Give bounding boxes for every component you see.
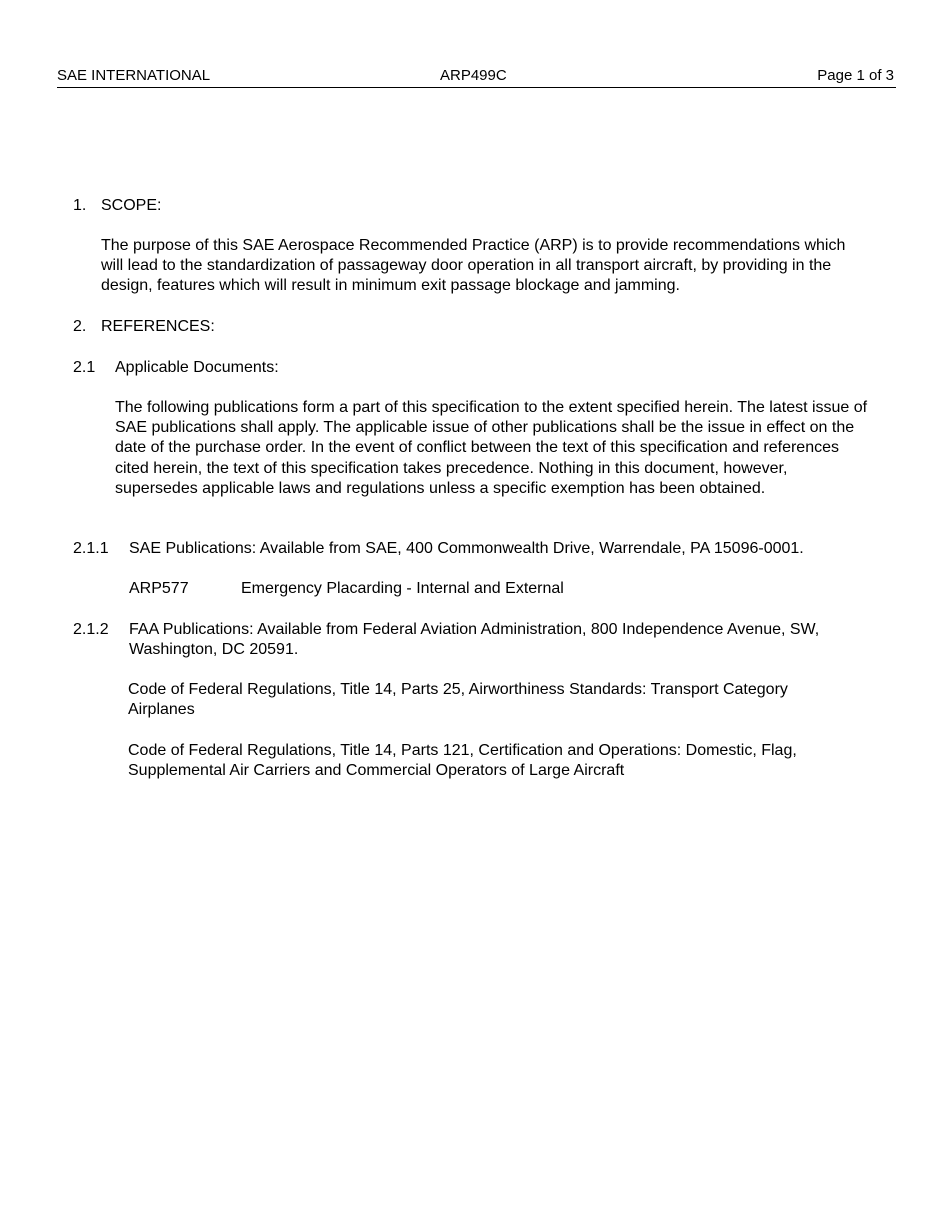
sae-publications-text: SAE Publications: Available from SAE, 400 Commonwealth Drive, Warrendale, PA 15096-0001. xyxy=(129,540,804,557)
section-number: 2.1.2 xyxy=(73,621,109,638)
header-doc-id: ARP499C xyxy=(440,67,507,84)
section-title: Applicable Documents: xyxy=(115,359,279,376)
section-number: 2.1.1 xyxy=(73,540,109,557)
applicable-paragraph: The following publications form a part of this specification to the extent specified herein. The latest issue of SAE publications shall apply. The applicable issue of other publications shall be the issue in effect on the date of the purchase order. In the event of conflict between the text of this specification and references cited herein, the text of this specification takes precedence. Nothing in this document, however, supersedes applicable laws and regulations unless a specific exemption has been obtained. xyxy=(115,399,868,497)
page-header xyxy=(57,66,896,88)
section-title: SCOPE: xyxy=(101,197,162,214)
faa-reference-item: Code of Federal Regulations, Title 14, Parts 121, Certification and Operations: Domestic, Flag, Supplemental Air Carriers and Commercial Operators of Large Aircraft xyxy=(128,742,797,780)
faa-reference-item: Code of Federal Regulations, Title 14, Parts 25, Airworthiness Standards: Transport Category Airplanes xyxy=(128,681,788,719)
faa-publications-text: FAA Publications: Available from Federal Aviation Administration, 800 Independence Avenue, SW, Washington, DC 20591. xyxy=(129,621,820,659)
header-page-number: Page 1 of 3 xyxy=(817,67,894,84)
reference-code: ARP577 xyxy=(129,580,189,597)
section-number: 2.1 xyxy=(73,359,96,376)
header-org: SAE INTERNATIONAL xyxy=(57,67,211,84)
section-title: REFERENCES: xyxy=(101,318,215,335)
reference-title: Emergency Placarding - Internal and External xyxy=(241,580,564,597)
scope-paragraph: The purpose of this SAE Aerospace Recommended Practice (ARP) is to provide recommendations which will lead to the standardization of passageway door operation in all transport aircraft, by providing in the design, features which will result in minimum exit passage blockage and jamming. xyxy=(101,237,846,295)
section-number: 1. xyxy=(73,197,87,214)
section-number: 2. xyxy=(73,318,87,335)
